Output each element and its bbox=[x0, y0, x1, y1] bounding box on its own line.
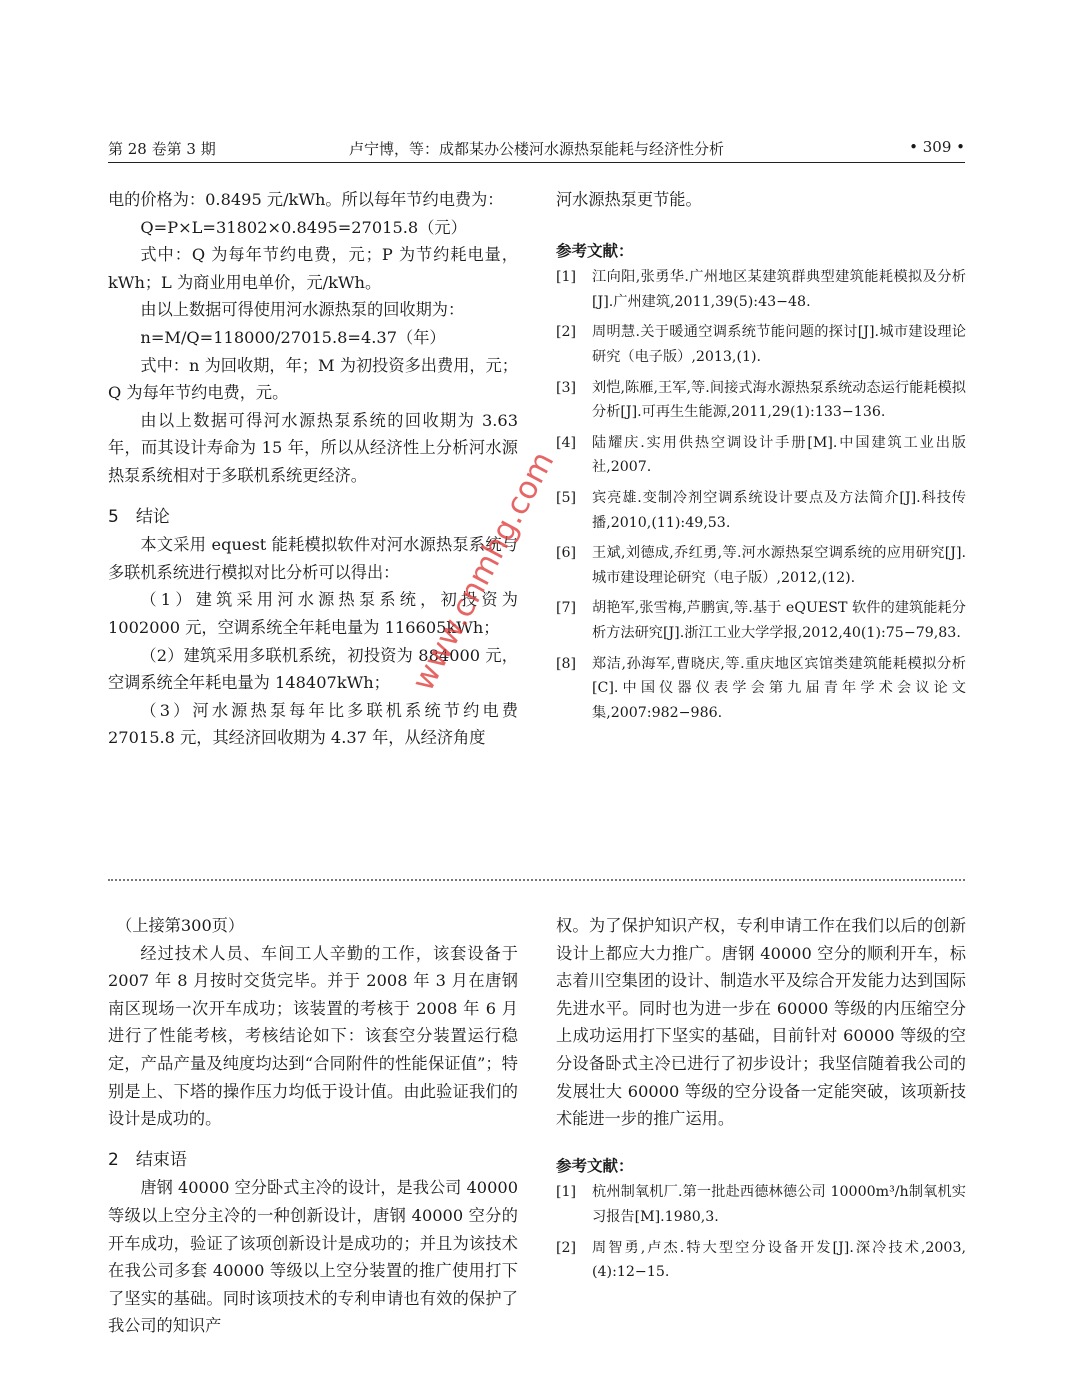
reference-item bbox=[556, 652, 966, 726]
reference-number: [6] bbox=[556, 545, 577, 562]
reference-text: 周明慧.关于暖通空调系统节能问题的探讨[J].城市建设理论研究（电子版）,2013,(1). bbox=[592, 324, 966, 365]
reference-item bbox=[556, 376, 966, 425]
issue-label: 第 28 卷第 3 期 bbox=[108, 140, 216, 158]
section-heading: 2 结束语 bbox=[108, 1149, 187, 1170]
paragraph: 式中：Q 为每年节约电费，元；P 为节约耗电量，kWh；L 为商业用电单价，元/kWh。 bbox=[108, 245, 518, 292]
paragraph: 权。为了保护知识产权，专利申请工作在我们以后的创新设计上都应大力推广。唐钢 40000 空分的顺利开车，标志着川空集团的设计、制造水平及综合开发能力达到国际先进水平。同时也为进一步在 60000 等级的内压缩空分上成功运用打下坚实的基础，目前针对 60000 等级的空分设备卧式主冷已进行了初步设计；我坚信随着我公司的发展壮大 60000 等级的空分设备一定能突破，该项新技术能进一步的推广运用。 bbox=[556, 916, 966, 1129]
page-number: • 309 • bbox=[909, 138, 965, 156]
reference-text: 周智勇,卢杰.特大型空分设备开发[J].深冷技术,2003,(4):12−15. bbox=[592, 1239, 966, 1281]
reference-number: [1] bbox=[556, 1184, 577, 1201]
reference-item bbox=[556, 1180, 966, 1229]
reference-item bbox=[556, 265, 966, 314]
top-left-column bbox=[108, 186, 518, 752]
reference-number: [2] bbox=[556, 324, 577, 341]
continuation-note: （上接第300页） bbox=[116, 916, 245, 935]
reference-number: [7] bbox=[556, 600, 577, 617]
bottom-right-column bbox=[556, 912, 966, 1291]
reference-text: 刘恺,陈雁,王军,等.间接式海水源热泵系统动态运行能耗模拟分析[J].可再生生能源,2011,29(1):133−136. bbox=[592, 379, 966, 421]
reference-list bbox=[556, 1180, 966, 1284]
reference-item bbox=[556, 541, 966, 590]
reference-text: 王斌,刘德成,乔红勇,等.河水源热泵空调系统的应用研究[J].城市建设理论研究（电子版）,2012,(12). bbox=[592, 545, 966, 586]
reference-text: 宾亮雄.变制冷剂空调系统设计要点及方法简介[J].科技传播,2010,(11):49,53. bbox=[592, 489, 966, 531]
paragraph: 由以上数据可得河水源热泵系统的回收期为 3.63 年，而其设计寿命为 15 年，所以从经济性上分析河水源热泵系统相对于多联机系统更经济。 bbox=[108, 410, 518, 485]
references-title: 参考文献： bbox=[556, 241, 634, 260]
reference-item bbox=[556, 431, 966, 480]
top-right-column bbox=[556, 186, 966, 731]
paragraph: 电的价格为：0.8495 元/kWh。所以每年节约电费为： bbox=[108, 190, 504, 209]
article-title: 卢宁博，等：成都某办公楼河水源热泵能耗与经济性分析 bbox=[348, 140, 724, 158]
list-item: （2）建筑采用多联机系统，初投资为 884000 元，空调系统全年耗电量为 148407kWh； bbox=[108, 645, 518, 693]
bottom-left-column bbox=[108, 912, 518, 1340]
reference-text: 陆耀庆.实用供热空调设计手册[M].中国建筑工业出版社,2007. bbox=[592, 434, 966, 476]
reference-number: [1] bbox=[556, 269, 577, 286]
running-header bbox=[108, 136, 965, 163]
section-divider bbox=[108, 879, 965, 881]
formula: n=M/Q=118000/27015.8=4.37（年） bbox=[140, 327, 446, 347]
reference-list bbox=[556, 265, 966, 725]
paragraph: 本文采用 equest 能耗模拟软件对河水源热泵系统与多联机系统进行模拟对比分析可以得出： bbox=[108, 535, 518, 582]
formula: Q=P×L=31802×0.8495=27015.8（元） bbox=[140, 217, 467, 237]
paragraph: 唐钢 40000 空分卧式主冷的设计，是我公司 40000 等级以上空分主冷的一种创新设计，唐钢 40000 空分的开车成功，验证了该项创新设计是成功的；并且为该技术在我公司多套 40000 等级以上空分装置的推广使用打下了坚实的基础。同时该项技术的专利申请也有效的保护了我公司的知识产 bbox=[108, 1178, 518, 1336]
paragraph: 河水源热泵更节能。 bbox=[556, 190, 702, 209]
list-item: （1）建筑采用河水源热泵系统，初投资为 1002000 元，空调系统全年耗电量为 116605kWh； bbox=[108, 590, 518, 637]
reference-text: 江向阳,张勇华.广州地区某建筑群典型建筑能耗模拟及分析[J].广州建筑,2011,39(5):43−48. bbox=[592, 269, 966, 310]
reference-item bbox=[556, 1236, 966, 1285]
list-item: （3）河水源热泵每年比多联机系统节约电费 27015.8 元，其经济回收期为 4.37 年，从经济角度 bbox=[108, 700, 518, 748]
reference-item bbox=[556, 320, 966, 369]
reference-number: [3] bbox=[556, 379, 577, 396]
paragraph: 由以上数据可得使用河水源热泵的回收期为： bbox=[140, 300, 465, 320]
reference-number: [4] bbox=[556, 434, 577, 451]
section-heading: 5 结论 bbox=[108, 506, 170, 527]
reference-item bbox=[556, 596, 966, 645]
reference-text: 杭州制氧机厂.第一批赴西德林德公司 10000m³/h制氧机实习报告[M].1980,3. bbox=[592, 1184, 966, 1225]
watermark: www.cnmhg.com bbox=[405, 445, 562, 697]
reference-number: [8] bbox=[556, 655, 577, 672]
reference-text: 郑洁,孙海军,曹晓庆,等.重庆地区宾馆类建筑能耗模拟分析[C].中国仪器仪表学会第九届青年学术会议论文集,2007:982−986. bbox=[592, 655, 966, 721]
paragraph: 式中：n 为回收期，年；M 为初投资多出费用，元；Q 为每年节约电费，元。 bbox=[108, 355, 518, 403]
reference-number: [5] bbox=[556, 489, 577, 506]
reference-text: 胡艳军,张雪梅,芦鹏寅,等.基于 eQUEST 软件的建筑能耗分析方法研究[J].浙江工业大学学报,2012,40(1):75−79,83. bbox=[592, 600, 966, 641]
reference-item bbox=[556, 486, 966, 535]
reference-number: [2] bbox=[556, 1239, 577, 1256]
references-title: 参考文献： bbox=[556, 1156, 634, 1175]
paragraph: 经过技术人员、车间工人辛勤的工作，该套设备于 2007 年 8 月按时交货完毕。并于 2008 年 3 月在唐钢南区现场一次开车成功；该装置的考核于 2008 年 6 月进行了性能考核，考核结论如下：该套空分装置运行稳定，产品产量及纯度均达到“合同附件的性能保证值”；特别是上、下塔的操作压力均低于设计值。由此验证我们的设计是成功的。 bbox=[108, 943, 518, 1129]
